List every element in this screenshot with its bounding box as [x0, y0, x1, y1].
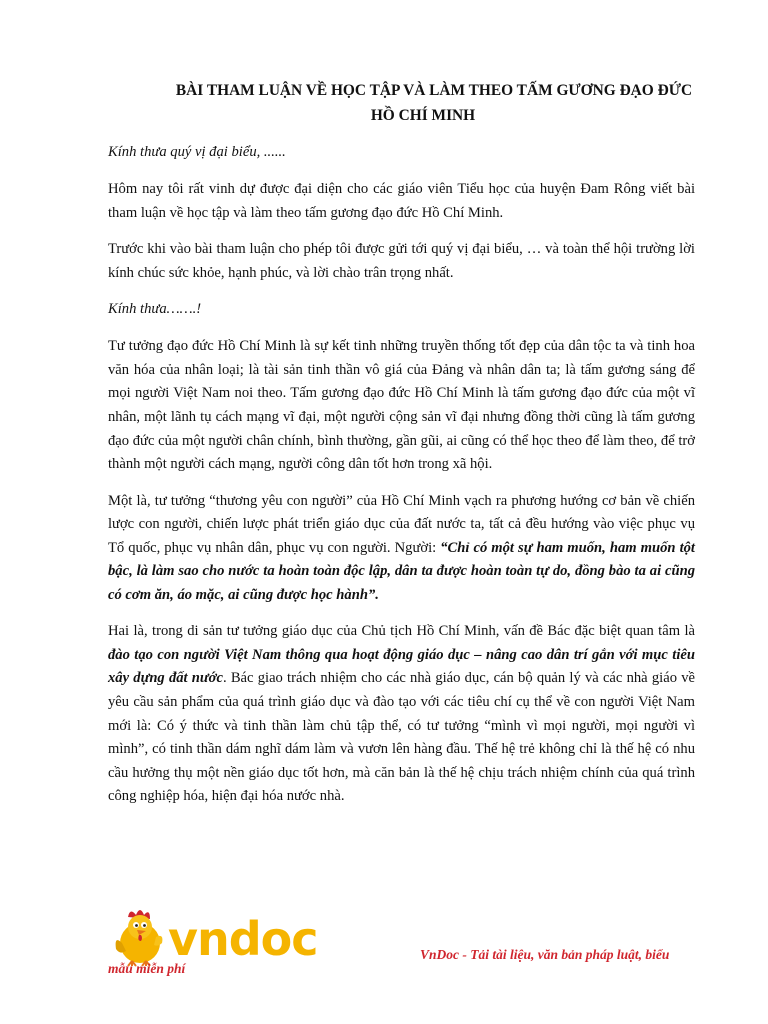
paragraph-2: Trước khi vào bài tham luận cho phép tôi được gửi tới quý vị đại biểu, … và toàn thể hội trường lời kính chúc sức khỏe, hạnh phúc, và lời chào trân trọng nhất. [108, 241, 695, 281]
footer-right-text: VnDoc - Tải tài liệu, văn bản pháp luật, biểu [420, 947, 670, 962]
paragraph-4 [108, 490, 695, 608]
paragraph-3: Tư tưởng đạo đức Hồ Chí Minh là sự kết tinh những truyền thống tốt đẹp của dân tộc ta và tinh hoa văn hóa của nhân loại; là tài sản tinh thần vô giá của Đảng và nhân dân ta; là tấm gương sáng để mọi người Việt Nam noi theo. Tấm gương đạo đức Hồ Chí Minh là tấm gương đạo đức của một vĩ nhân, một lãnh tụ cách mạng vĩ đại, một người cộng sản vĩ đại nhưng đồng thời cũng là tấm gương đạo đức của một người chân chính, bình thường, gần gũi, ai cũng có thể học theo để làm theo, để trở thành một người cách mạng, người công dân tốt hơn trong xã hội. [108, 338, 695, 473]
paragraph-4-quote: “Chỉ có một sự ham muốn, ham muốn tột bậc, là làm sao cho nước ta hoàn toàn độc lập, dân ta được hoàn toàn tự do, đồng bào ta ai cũng có cơm ăn, áo mặc, ai cũng được học hành”. [108, 539, 695, 603]
paragraph-5-text-b: . Bác giao trách nhiệm cho các nhà giáo dục, cán bộ quản lý và các nhà giáo về yêu cầu sản phẩm của quá trình giáo dục và đào tạo với các tiêu chí cụ thể về con người Việt Nam mới là: Có ý thức và tinh thần làm chủ tập thể, có tư tưởng “mình vì mọi người, mọi người vì mình”, có tinh thần dám nghĩ dám làm và vươn lên hàng đầu. Thế hệ trẻ không chỉ là thế hệ có nhu cầu hưởng thụ một nền giáo dục tốt hơn, mà căn bản là thế hệ chịu trách nhiệm chính của quá trình công nghiệp hóa, hiện đại hóa nước nhà. [108, 670, 695, 805]
paragraph-5-text-a: Hai là, trong di sản tư tưởng giáo dục của Chủ tịch Hồ Chí Minh, vấn đề Bác đặc biệt quan tâm là [108, 623, 695, 640]
vndoc-logo [110, 905, 336, 967]
greeting-2: Kính thưa…….! [108, 301, 202, 318]
paragraph-4-text: Một là, tư tưởng “thương yêu con người” của Hồ Chí Minh vạch ra phương hướng cơ bản về chiến lược con người, chiến lược phát triển giáo dục của đất nước ta, tất cả đều hướng vào việc phục vụ Tổ quốc, phục vụ nhân dân, phục vụ con người. Người: [108, 492, 695, 556]
title-line-1: BÀI THAM LUẬN VỀ HỌC TẬP VÀ LÀM THEO TẤM GƯƠNG ĐẠO ĐỨC [175, 82, 693, 99]
paragraph-5-emphasis: đào tạo con người Việt Nam thông qua hoạt động giáo dục – nâng cao dân trí gắn với mục tiêu xây dựng đất nước [108, 646, 695, 687]
document-title [108, 78, 738, 128]
greeting-1: Kính thưa quý vị đại biểu, ...... [108, 144, 286, 160]
chicken-mascot-icon [116, 910, 163, 966]
vndoc-wordmark: vndoc [168, 912, 318, 966]
document-body [108, 141, 695, 822]
title-line-2: HỒ CHÍ MINH [370, 107, 476, 124]
paragraph-5 [108, 620, 695, 809]
footer-left-text: mẫu miễn phí [108, 961, 186, 976]
paragraph-1: Hôm nay tôi rất vinh dự được đại diện cho các giáo viên Tiểu học của huyện Đam Rông viết bài tham luận về học tập và làm theo tấm gương đạo đức Hồ Chí Minh. [108, 181, 695, 221]
